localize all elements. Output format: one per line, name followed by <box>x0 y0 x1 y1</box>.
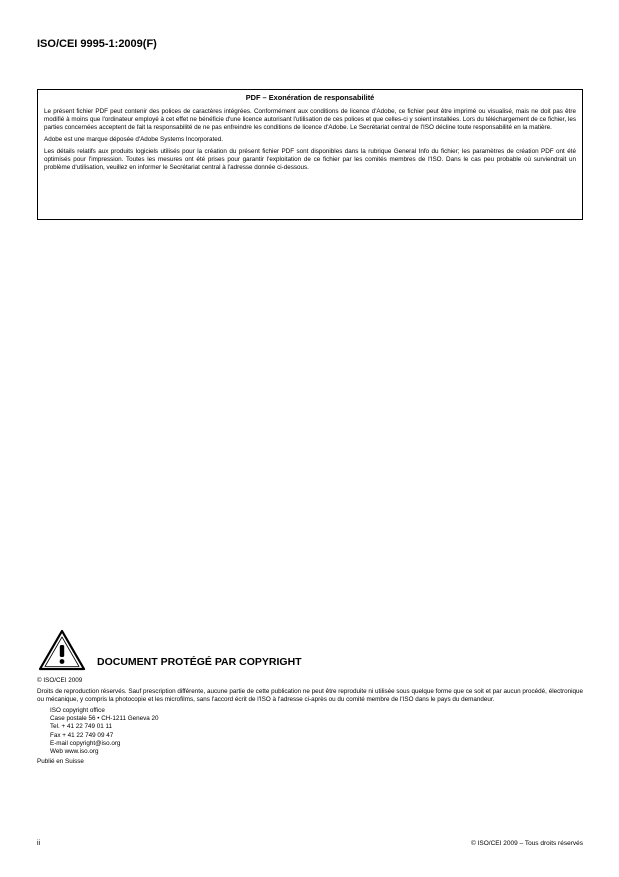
address-line-email: E-mail copyright@iso.org <box>50 739 121 747</box>
disclaimer-paragraph-trademark: Adobe est une marque déposée d'Adobe Systems Incorporated. <box>44 136 224 143</box>
footer-copyright: © ISO/CEI 2009 – Tous droits réservés <box>471 840 583 847</box>
warning-triangle-icon <box>37 628 87 672</box>
document-id-header: ISO/CEI 9995-1:2009(F) <box>37 38 157 50</box>
address-line-fax: Fax + 41 22 749 09 47 <box>50 731 114 739</box>
copyright-notice <box>37 677 583 766</box>
address-line-web: Web www.iso.org <box>50 748 99 756</box>
address-line-tel: Tel. + 41 22 749 01 11 <box>50 723 113 731</box>
copyright-year: © ISO/CEI 2009 <box>37 677 83 684</box>
address-line-office: ISO copyright office <box>50 707 105 714</box>
copyright-rights-text: Droits de reproduction réservés. Sauf prescription différente, aucune partie de cette publication ne peut être reproduite ni utilisée sous quelque forme que ce soit et par aucun procédé, électronique ou mécanique, y compris la photocopie et les microfilms, sans l'accord écrit de l'ISO à l'adresse ci-après ou du comité membre de l'ISO dans le pays du demandeur. <box>37 688 583 703</box>
pdf-disclaimer-box <box>37 89 583 220</box>
copyright-title: DOCUMENT PROTÉGÉ PAR COPYRIGHT <box>97 656 302 668</box>
published-in: Publié en Suisse <box>37 758 84 766</box>
disclaimer-paragraph-fonts: Le présent fichier PDF peut contenir des polices de caractères intégrées. Conformément aux conditions de licence d'Adobe, ce fichier peut être imprimé ou visualisé, mais ne doit pas être modifié à moins que l'ordinateur employé à cet effet ne bénéficie d'une licence autorisant l'utilisation de ces polices et que celles-ci y soient installées. Lors du téléchargement de ce fichier, les parties concernées acceptent de fait la responsabilité de ne pas enfreindre les conditions de licence d'Adobe. Le Secrétariat central de l'ISO décline toute responsabilité en la matière. <box>44 108 576 131</box>
page-number: ii <box>37 840 41 847</box>
iso-address-block <box>37 707 583 756</box>
disclaimer-paragraph-software: Les détails relatifs aux produits logiciels utilisés pour la création du présent fichier PDF sont disponibles dans la rubrique General Info du fichier; les paramètres de création PDF ont été optimisés pour l'impression. Toutes les mesures ont été prises pour garantir l'exploitation de ce fichier par les comités membres de l'ISO. Dans le cas peu probable où surviendrait un problème d'utilisation, veuillez en informer le Secrétariat central à l'adresse donnée ci-dessous. <box>44 148 576 171</box>
copyright-heading <box>37 628 583 672</box>
address-line-postal: Case postale 56 • CH-1211 Geneva 20 <box>50 715 159 723</box>
disclaimer-title: PDF – Exonération de responsabilité <box>245 93 375 102</box>
